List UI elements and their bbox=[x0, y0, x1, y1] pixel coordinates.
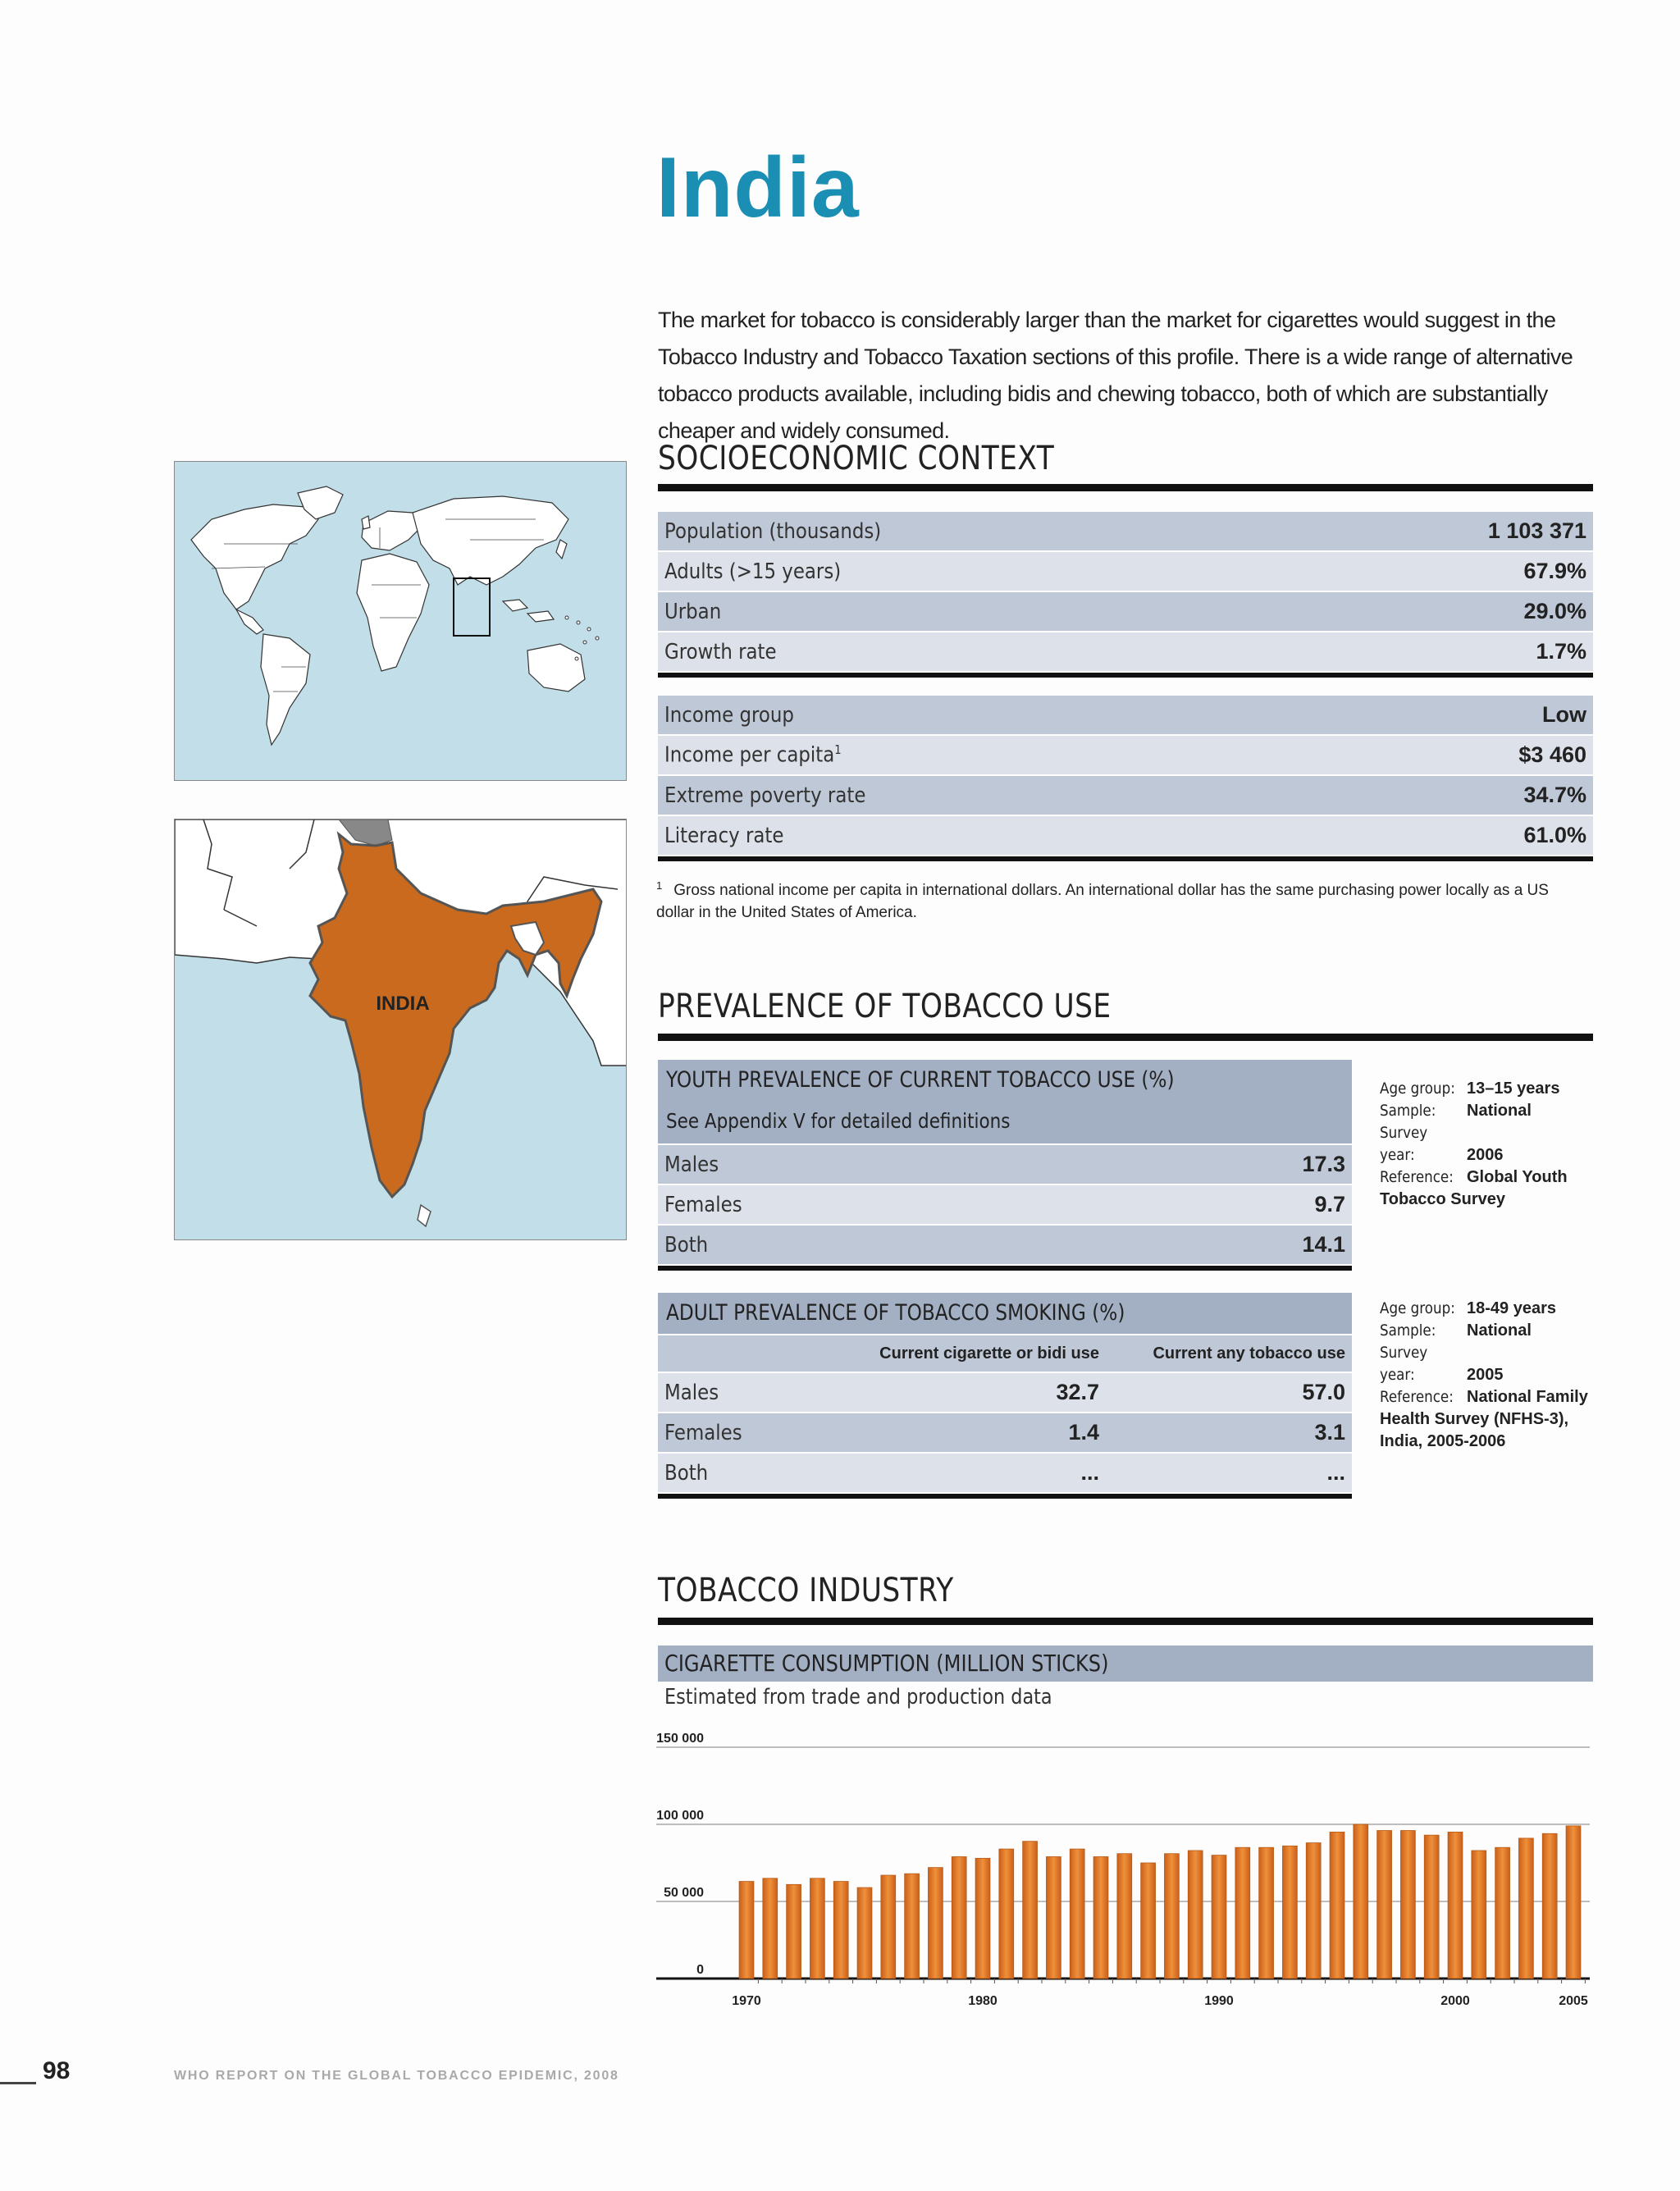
table-row bbox=[658, 632, 1593, 673]
bar-1993 bbox=[1282, 1846, 1297, 1979]
row-label: Income group bbox=[664, 702, 794, 728]
chart-subtitle: Estimated from trade and production data bbox=[664, 1685, 1052, 1709]
table-row bbox=[658, 736, 1593, 776]
table-end-rule bbox=[658, 1494, 1352, 1499]
bar-1981 bbox=[999, 1849, 1014, 1979]
industry-section-title: TOBACCO INDUSTRY bbox=[658, 1572, 954, 1609]
bar-1987 bbox=[1141, 1863, 1156, 1979]
row-label: Population (thousands) bbox=[664, 518, 882, 544]
bar-1994 bbox=[1306, 1843, 1321, 1979]
youth-table-subtitle: See Appendix V for detailed definitions bbox=[666, 1109, 1011, 1133]
adult-table-column-headers bbox=[658, 1335, 1352, 1373]
page-number-rule bbox=[0, 2082, 36, 2084]
row-value: 14.1 bbox=[1302, 1232, 1345, 1257]
survey-reference: National Family Health Survey (NFHS-3), India, 2005-2006 bbox=[1380, 1388, 1588, 1450]
row-value-cigarette-bidi: ... bbox=[1080, 1460, 1099, 1485]
adult-table-title: ADULT PREVALENCE OF TOBACCO SMOKING (%) bbox=[666, 1300, 1125, 1326]
survey-key: Reference: bbox=[1380, 1168, 1454, 1186]
footnote-ref: 1 bbox=[834, 742, 842, 758]
survey-key: Survey year: bbox=[1380, 1124, 1428, 1164]
table-row bbox=[658, 1226, 1352, 1266]
row-value-any-tobacco: 3.1 bbox=[1314, 1420, 1345, 1445]
row-value: 17.3 bbox=[1302, 1152, 1345, 1176]
survey-age: 18-49 years bbox=[1467, 1299, 1556, 1317]
india-map-graphic bbox=[175, 819, 627, 1240]
adult-table-header bbox=[658, 1293, 1352, 1335]
row-value-any-tobacco: 57.0 bbox=[1302, 1380, 1345, 1404]
row-value-cigarette-bidi: 1.4 bbox=[1068, 1420, 1099, 1445]
row-label: Both bbox=[664, 1460, 709, 1486]
table-row bbox=[658, 1413, 1352, 1454]
row-label bbox=[664, 742, 842, 768]
intro-paragraph: The market for tobacco is considerably larger than the market for cigarettes would suggest in the Tobacco Industry and Tobacco Taxation sections of this profile. There is a wide range of alternative tobacco products available, including bidis and chewing tobacco, both of which are substantially cheaper and widely consumed. bbox=[658, 308, 1573, 443]
bar-1985 bbox=[1093, 1856, 1108, 1979]
bar-1992 bbox=[1259, 1847, 1274, 1979]
world-map-graphic bbox=[175, 462, 628, 782]
industry-rule bbox=[658, 1618, 1593, 1625]
bar-2005 bbox=[1566, 1826, 1581, 1979]
table-row bbox=[658, 776, 1593, 816]
row-value: 9.7 bbox=[1314, 1192, 1345, 1216]
survey-sample: National bbox=[1467, 1102, 1532, 1120]
bar-1995 bbox=[1330, 1832, 1344, 1979]
row-value: 34.7% bbox=[1523, 783, 1586, 807]
x-tick-label: 2000 bbox=[1440, 1994, 1470, 2008]
x-tick-label: 1980 bbox=[968, 1994, 998, 2008]
survey-year: 2006 bbox=[1467, 1146, 1504, 1164]
row-label: Females bbox=[664, 1420, 742, 1445]
y-tick-label: 0 bbox=[696, 1963, 704, 1977]
survey-key: Sample: bbox=[1380, 1321, 1436, 1340]
running-title: WHO REPORT ON THE GLOBAL TOBACCO EPIDEMIC, 2008 bbox=[174, 2069, 619, 2083]
bar-1974 bbox=[833, 1882, 848, 1979]
bar-1976 bbox=[881, 1875, 896, 1979]
row-label: Females bbox=[664, 1192, 742, 1217]
column-header-cigarette-bidi: Current cigarette or bidi use bbox=[879, 1344, 1099, 1363]
bar-1977 bbox=[905, 1874, 920, 1979]
bar-1970 bbox=[739, 1882, 754, 1979]
row-value: 67.9% bbox=[1523, 559, 1586, 583]
page-number: 98 bbox=[43, 2057, 71, 2084]
bar-1989 bbox=[1188, 1851, 1203, 1979]
survey-key: Survey year: bbox=[1380, 1344, 1428, 1384]
row-label: Urban bbox=[664, 599, 722, 624]
survey-key: Sample: bbox=[1380, 1102, 1436, 1120]
survey-key: Age group: bbox=[1380, 1080, 1455, 1098]
prevalence-rule bbox=[658, 1034, 1593, 1041]
chart-header bbox=[658, 1646, 1593, 1682]
chart-title: CIGARETTE CONSUMPTION (MILLION STICKS) bbox=[664, 1650, 1109, 1677]
table-row bbox=[658, 696, 1593, 736]
row-label: Growth rate bbox=[664, 639, 777, 664]
x-tick-label: 1970 bbox=[732, 1994, 761, 2008]
row-label: Males bbox=[664, 1152, 719, 1177]
y-tick-label: 100 000 bbox=[656, 1809, 704, 1823]
cigarette-consumption-chart bbox=[655, 1731, 1595, 2018]
row-label: Males bbox=[664, 1380, 719, 1405]
bar-1988 bbox=[1164, 1854, 1179, 1979]
bar-2001 bbox=[1472, 1851, 1486, 1979]
row-value: 61.0% bbox=[1523, 823, 1586, 847]
row-value-any-tobacco: ... bbox=[1326, 1460, 1345, 1485]
y-tick-label: 150 000 bbox=[656, 1732, 704, 1746]
row-label: Both bbox=[664, 1232, 709, 1258]
survey-key: Age group: bbox=[1380, 1299, 1455, 1317]
socio-rule bbox=[658, 484, 1593, 491]
survey-key: Reference: bbox=[1380, 1388, 1454, 1406]
table-end-rule bbox=[658, 856, 1593, 861]
bar-1972 bbox=[787, 1884, 801, 1979]
adult-survey-info bbox=[1380, 1298, 1601, 1453]
bar-1996 bbox=[1354, 1824, 1368, 1979]
socio-section-title: SOCIOECONOMIC CONTEXT bbox=[658, 440, 1055, 477]
x-tick-label: 1990 bbox=[1204, 1994, 1234, 2008]
bar-1998 bbox=[1400, 1831, 1415, 1979]
table-row bbox=[658, 1373, 1352, 1413]
row-label: Literacy rate bbox=[664, 823, 784, 848]
row-label: Extreme poverty rate bbox=[664, 783, 866, 808]
india-map-label: INDIA bbox=[376, 993, 430, 1015]
bar-1980 bbox=[975, 1858, 990, 1979]
bar-1990 bbox=[1212, 1856, 1226, 1979]
bar-1982 bbox=[1023, 1842, 1038, 1979]
bar-2003 bbox=[1518, 1838, 1533, 1979]
table-row bbox=[658, 1145, 1352, 1185]
footnote-mark: 1 bbox=[656, 879, 663, 892]
bar-1978 bbox=[928, 1868, 943, 1979]
bar-2004 bbox=[1542, 1833, 1557, 1979]
table-row bbox=[658, 1454, 1352, 1494]
row-value: 29.0% bbox=[1523, 599, 1586, 623]
bar-1975 bbox=[857, 1887, 872, 1979]
bar-1984 bbox=[1070, 1849, 1084, 1979]
youth-survey-info bbox=[1380, 1078, 1601, 1211]
bar-2000 bbox=[1448, 1832, 1463, 1979]
bar-1997 bbox=[1377, 1831, 1392, 1979]
socio-table-2 bbox=[658, 696, 1593, 861]
youth-prevalence-table bbox=[658, 1060, 1352, 1271]
row-label: Adults (>15 years) bbox=[664, 559, 842, 584]
bar-1971 bbox=[763, 1878, 778, 1979]
survey-year: 2005 bbox=[1467, 1366, 1504, 1384]
bar-1999 bbox=[1424, 1835, 1439, 1979]
table-end-rule bbox=[658, 673, 1593, 678]
footnote-text: Gross national income per capita in international dollars. An international dollar has the same purchasing power locally as a US dollar in the United States of America. bbox=[656, 882, 1549, 922]
row-value: $3 460 bbox=[1518, 742, 1586, 767]
bar-2002 bbox=[1495, 1847, 1510, 1979]
socio-footnote bbox=[656, 874, 1575, 924]
socio-table-1 bbox=[658, 512, 1593, 678]
row-value: Low bbox=[1542, 702, 1586, 727]
bar-1983 bbox=[1046, 1856, 1061, 1979]
chart-svg bbox=[655, 1731, 1595, 2018]
row-value: 1 103 371 bbox=[1487, 518, 1586, 543]
bar-1991 bbox=[1235, 1847, 1250, 1979]
table-row bbox=[658, 552, 1593, 592]
prevalence-section-title: PREVALENCE OF TOBACCO USE bbox=[658, 988, 1112, 1025]
table-row bbox=[658, 592, 1593, 632]
bar-1986 bbox=[1117, 1854, 1132, 1979]
column-header-any-tobacco: Current any tobacco use bbox=[1153, 1344, 1345, 1363]
survey-sample: National bbox=[1467, 1321, 1532, 1340]
world-map bbox=[174, 461, 627, 781]
row-label-text: Income per capita bbox=[664, 742, 835, 768]
table-end-rule bbox=[658, 1266, 1352, 1271]
row-value-cigarette-bidi: 32.7 bbox=[1056, 1380, 1099, 1404]
row-value: 1.7% bbox=[1536, 639, 1586, 664]
table-row bbox=[658, 816, 1593, 856]
y-tick-label: 50 000 bbox=[664, 1886, 704, 1900]
survey-age: 13–15 years bbox=[1467, 1080, 1560, 1098]
table-row bbox=[658, 1185, 1352, 1226]
x-tick-label: 2005 bbox=[1559, 1994, 1588, 2008]
adult-prevalence-table bbox=[658, 1293, 1352, 1499]
bar-1973 bbox=[810, 1878, 824, 1979]
table-row bbox=[658, 512, 1593, 552]
youth-table-header bbox=[658, 1060, 1352, 1145]
youth-table-title: YOUTH PREVALENCE OF CURRENT TOBACCO USE (%) bbox=[666, 1067, 1175, 1093]
page-title: India bbox=[656, 140, 860, 235]
bar-1979 bbox=[952, 1856, 966, 1979]
survey-reference: Global Youth Tobacco Survey bbox=[1380, 1168, 1568, 1208]
india-map bbox=[174, 819, 627, 1240]
